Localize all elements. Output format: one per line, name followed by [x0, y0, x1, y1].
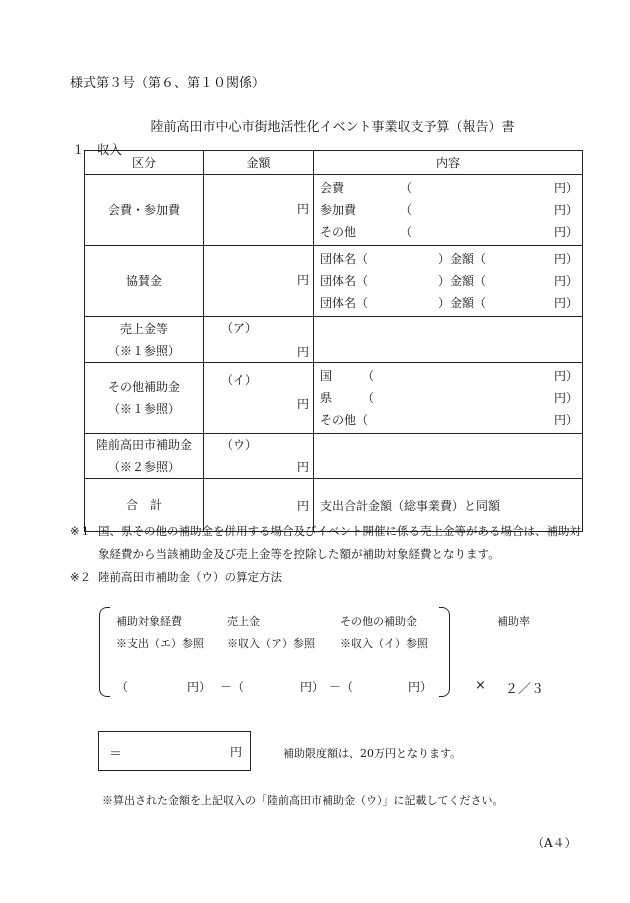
amount-other-subsidy [204, 363, 314, 434]
content-fees [314, 175, 583, 246]
calc-sales-title: 売上金 [227, 615, 260, 628]
document-title: 陸前高田市中心市街地活性化イベント事業収支予算（報告）書 [150, 120, 515, 135]
category-other-subsidy: その他補助金 （※１参照） [85, 363, 204, 434]
header-amount: 金額 [204, 151, 314, 175]
result-box [98, 731, 251, 771]
calc-yen-close: 円） [187, 680, 212, 694]
calc-yen-close: 円） [300, 680, 325, 694]
calc-sales-ref: ※収入（ア）参照 [227, 637, 315, 650]
content-sales [314, 317, 583, 363]
amount-sponsor [204, 246, 314, 317]
instruction-note: ※算出された金額を上記収入の「陸前高田市補助金（ウ）」に記載してください。 [102, 794, 504, 807]
calc-times: × [475, 678, 486, 693]
note1-mark: ※１ [70, 524, 92, 538]
subsidy-line: 国 （ 円） [320, 369, 578, 383]
calc-other-ref: ※収入（イ）参照 [340, 637, 428, 650]
amount-fees [204, 175, 314, 246]
row-fees [85, 175, 583, 246]
subsidy-line: 県 （ 円） [320, 391, 578, 405]
yen-label: 円 [296, 499, 309, 513]
category-total: 合 計 [85, 479, 204, 532]
row-sponsor [85, 246, 583, 317]
calc-equals: ＝ [109, 747, 123, 762]
content-other-subsidy [314, 363, 583, 434]
category-city-subsidy: 陸前高田市補助金 （※２参照） [85, 434, 204, 479]
calc-result-yen: 円 [229, 745, 242, 759]
header-content: 内容 [314, 151, 583, 175]
content-total: 支出合計金額（総事業費）と同額 [314, 479, 583, 532]
note2-mark: ※２ [70, 570, 92, 584]
content-sponsor [314, 246, 583, 317]
note1-line1: 国、県その他の補助金を併用する場合及びイベント開催に係る売上金等がある場合は、補助対 [98, 524, 581, 538]
row-city-subsidy [85, 434, 583, 479]
header-category: 区分 [85, 151, 204, 175]
table-header-row [85, 151, 583, 175]
calc-eligible-title: 補助対象経費 [116, 615, 182, 628]
fee-line: 会費 （ 円） [320, 181, 578, 195]
category-sponsor: 協賛金 [85, 246, 204, 317]
row-other-subsidy [85, 363, 583, 434]
yen-label: 円 [296, 345, 309, 359]
form-number: 様式第３号（第６、第１０関係） [70, 76, 266, 91]
fee-line: その他 （ 円） [320, 225, 578, 239]
calc-other-title: その他の補助金 [340, 615, 417, 628]
subsidy-limit: 補助限度額は、20万円となります。 [283, 747, 462, 760]
calc-yen-close: 円） [408, 680, 433, 694]
mark-u: （ウ） [221, 438, 258, 452]
calc-rate-title: 補助率 [497, 615, 530, 628]
calc-open-paren: （ [116, 680, 129, 694]
category-sales: 売上金等 （※１参照） [85, 317, 204, 363]
yen-label: 円 [296, 202, 309, 216]
sponsor-line: 団体名（ ）金額（ 円） [320, 274, 578, 288]
row-sales [85, 317, 583, 363]
yen-label: 円 [296, 397, 309, 411]
calc-minus: －（ [220, 680, 245, 694]
paper-size: （A４） [532, 836, 577, 850]
yen-label: 円 [296, 273, 309, 287]
note2-text: 陸前高田市補助金（ウ）の算定方法 [98, 570, 282, 584]
yen-label: 円 [296, 460, 309, 474]
calc-rate: ２／３ [505, 682, 545, 697]
content-city-subsidy [314, 434, 583, 479]
section-heading: １ 収入 [72, 142, 123, 157]
right-bracket [439, 607, 450, 697]
calc-minus: －（ [329, 680, 354, 694]
sponsor-line: 団体名（ ）金額（ 円） [320, 252, 578, 266]
calc-eligible-ref: ※支出（エ）参照 [116, 637, 204, 650]
fee-line: 参加費 （ 円） [320, 203, 578, 217]
amount-sales [204, 317, 314, 363]
sponsor-line: 団体名（ ）金額（ 円） [320, 296, 578, 310]
income-table [84, 150, 583, 532]
mark-a: （ア） [221, 321, 258, 335]
mark-i: （イ） [221, 373, 258, 387]
amount-city-subsidy [204, 434, 314, 479]
category-fees: 会費・参加費 [85, 175, 204, 246]
left-bracket [99, 607, 110, 697]
note1-line2: 象経費から当該補助金及び売上金等を控除した額が補助対象経費となります。 [98, 547, 500, 561]
subsidy-line: その他 （ 円） [320, 413, 578, 427]
